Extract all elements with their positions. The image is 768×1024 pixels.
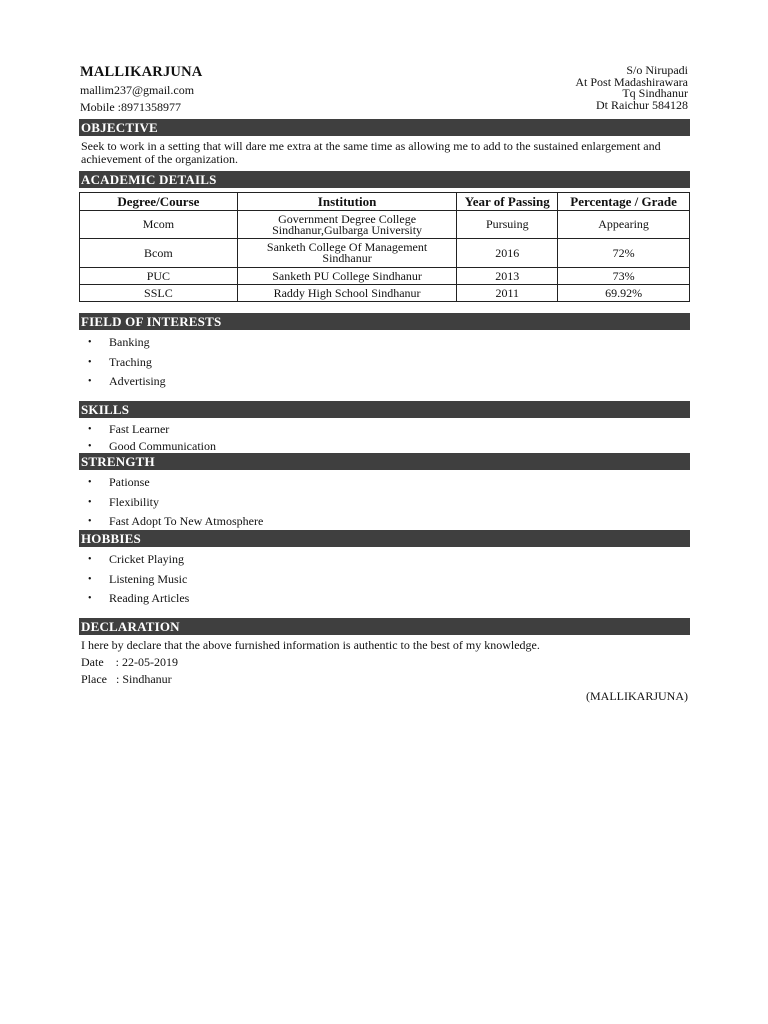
institution-line: Government Degree College [278,211,417,226]
list-item [79,473,263,493]
address-line: S/o Nirupadi [626,63,688,77]
resume-page [79,0,690,703]
column-header: Institution [237,193,457,211]
bullet-icon: • [88,496,92,508]
address-block [575,65,688,111]
list-item-text: Advertising [109,374,166,388]
list-item-text: Flexibility [109,494,160,509]
address-line: Tq Sindhanur [622,86,688,100]
column-header: Year of Passing [457,193,558,211]
list-item-text: Cricket Playing [109,552,184,566]
degree-cell: Bcom [80,239,238,268]
list-item [79,372,166,392]
list-item [79,570,189,590]
academic-table [79,192,690,302]
objective-heading: OBJECTIVE [79,119,690,136]
institution-cell [237,239,457,268]
table-row [80,211,690,239]
bullet-icon: • [88,376,92,387]
declaration-text: I here by declare that the above furnished information is authentic to the best of my knowledge. [81,638,540,652]
list-item [79,493,263,513]
year-cell: 2016 [457,239,558,268]
list-item-text: Traching [109,354,152,369]
bullet-icon: • [88,573,92,585]
address-line: At Post Madashirawara [575,74,688,89]
institution-cell: Sanketh PU College Sindhanur [237,268,457,285]
academic-heading: ACADEMIC DETAILS [79,171,690,188]
list-item [79,512,263,532]
institution-line: Sindhanur,Gulbarga University [272,222,423,237]
degree-cell: Mcom [80,211,238,239]
list-item [79,333,166,353]
year-cell: Pursuing [457,211,558,239]
institution-cell: Raddy High School Sindhanur [237,285,457,302]
year-cell: 2013 [457,268,558,285]
list-item-text: Reading Articles [109,591,190,605]
declaration-place: Place : Sindhanur [81,672,172,686]
objective-text: Seek to work in a setting that will dare me extra at the same time as allowing me to add to the sustained enlargement and achievement of the organization. [81,139,661,166]
skills-heading: SKILLS [79,401,690,418]
list-item-text: Good Communication [109,439,216,453]
table-header-row [80,193,690,211]
list-item [79,353,166,373]
resume-header [79,0,690,116]
grade-cell: 73% [558,268,690,285]
bullet-icon: • [88,356,92,368]
hobbies-list [79,550,189,609]
grade-cell: Appearing [558,211,690,239]
table-row [80,285,690,302]
email-text: mallim237@gmail.com [80,83,195,97]
list-item [79,589,189,609]
bullet-icon: • [88,424,92,435]
strength-heading: STRENGTH [79,453,690,470]
bullet-icon: • [88,516,92,527]
column-header: Percentage / Grade [558,193,690,211]
list-item-text: Fast Adopt To New Atmosphere [109,514,264,528]
bullet-icon: • [88,593,92,604]
degree-cell: SSLC [80,285,238,302]
list-item-text: Fast Learner [109,422,170,436]
institution-line: Sanketh College Of Management [266,240,428,254]
degree-cell: PUC [80,268,238,285]
list-item-text: Banking [109,335,150,349]
declaration-heading: DECLARATION [79,618,690,635]
grade-cell: 69.92% [558,285,690,302]
list-item [79,421,216,438]
bullet-icon: • [88,441,92,452]
table-row [80,268,690,285]
bullet-icon: • [88,337,92,348]
interests-heading: FIELD OF INTERESTS [79,313,690,330]
candidate-name: MALLIKARJUNA [80,64,203,80]
address-line: Dt Raichur 584128 [596,97,688,112]
declaration-date: Date : 22-05-2019 [81,655,178,669]
year-cell: 2011 [457,285,558,302]
signature-name: (MALLIKARJUNA) [586,689,688,703]
bullet-icon: • [88,477,92,488]
list-item-text: Listening Music [109,571,188,586]
bullet-icon: • [88,554,92,565]
interests-list [79,333,166,392]
institution-line: Sindhanur [322,251,372,265]
skills-list [79,421,216,455]
institution-cell [237,211,457,239]
strength-list [79,473,263,532]
grade-cell: 72% [558,239,690,268]
column-header: Degree/Course [80,193,238,211]
list-item [79,550,189,570]
mobile-text: Mobile :8971358977 [80,100,181,114]
hobbies-heading: HOBBIES [79,530,690,547]
list-item-text: Pationse [109,475,150,489]
table-row [80,239,690,268]
